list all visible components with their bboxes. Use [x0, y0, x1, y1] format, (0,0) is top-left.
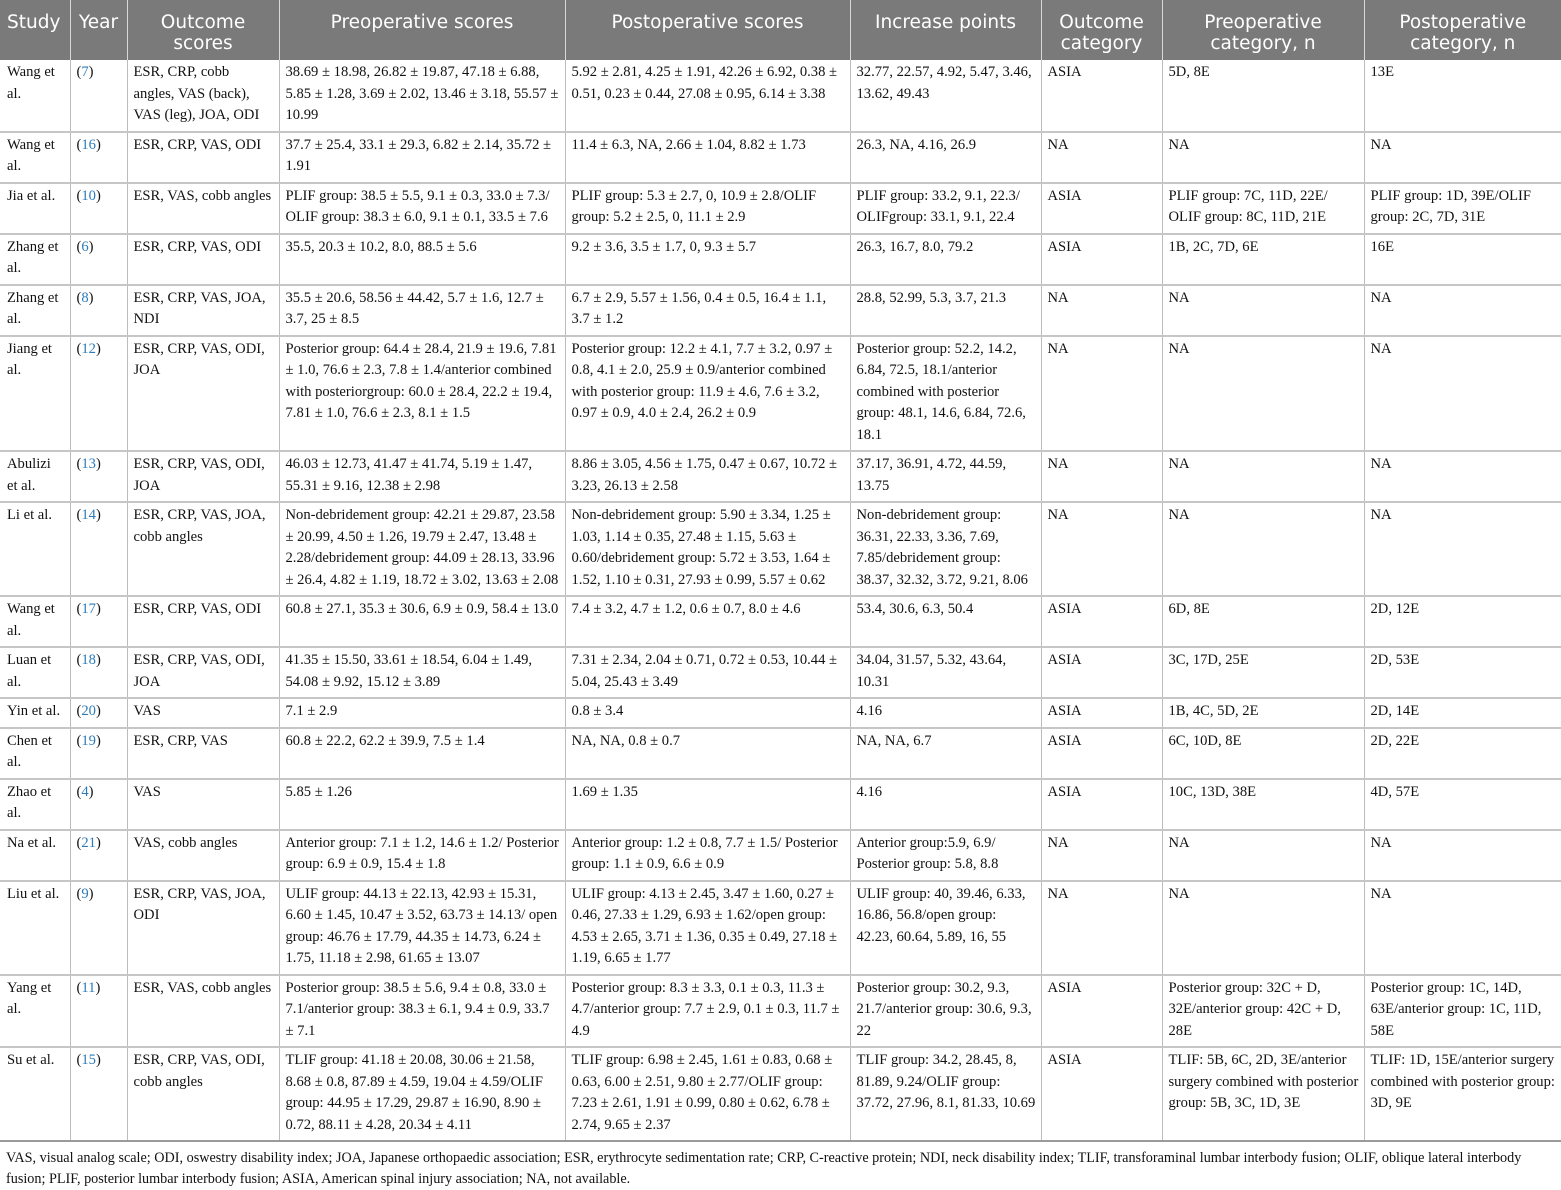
cell-preoperative-scores: 5.85 ± 1.26: [279, 779, 565, 830]
cell-outcome-category: ASIA: [1041, 975, 1162, 1048]
reference-link[interactable]: ( 12 ): [77, 341, 101, 357]
cell-preoperative-category: NA: [1162, 132, 1364, 183]
col-header-preoperative-scores: Preoperative scores: [279, 0, 565, 60]
cell-increase-points: 53.4, 30.6, 6.3, 50.4: [850, 596, 1041, 647]
cell-year: [70, 285, 127, 336]
table-body: [0, 60, 1561, 1141]
cell-study: Zhao et al.: [0, 779, 70, 830]
cell-increase-points: NA, NA, 6.7: [850, 728, 1041, 779]
col-header-outcome-scores: Outcome scores: [127, 0, 279, 60]
cell-outcome-category: NA: [1041, 830, 1162, 881]
cell-preoperative-category: 6D, 8E: [1162, 596, 1364, 647]
cell-outcome-scores: VAS: [127, 698, 279, 728]
cell-year: [70, 698, 127, 728]
cell-preoperative-scores: 7.1 ± 2.9: [279, 698, 565, 728]
cell-year: [70, 183, 127, 234]
cell-outcome-category: NA: [1041, 881, 1162, 975]
cell-preoperative-scores: 35.5, 20.3 ± 10.2, 8.0, 88.5 ± 5.6: [279, 234, 565, 285]
cell-preoperative-category: 1B, 2C, 7D, 6E: [1162, 234, 1364, 285]
col-header-study: Study: [0, 0, 70, 60]
cell-outcome-category: ASIA: [1041, 779, 1162, 830]
reference-link[interactable]: ( 9 ): [77, 886, 94, 902]
col-header-postoperative-scores: Postoperative scores: [565, 0, 850, 60]
cell-increase-points: 34.04, 31.57, 5.32, 43.64, 10.31: [850, 647, 1041, 698]
cell-increase-points: 4.16: [850, 698, 1041, 728]
cell-year: [70, 596, 127, 647]
cell-preoperative-scores: Posterior group: 64.4 ± 28.4, 21.9 ± 19.6, 7.81 ± 1.0, 76.6 ± 2.3, 7.8 ± 1.4/anterior combined with posteriorgroup: 60.0 ± 28.4, 22.2 ± 19.4, 7.81 ± 1.0, 76.6 ± 2.3, 8.1 ± 1.5: [279, 336, 565, 452]
cell-year: [70, 779, 127, 830]
cell-preoperative-category: 5D, 8E: [1162, 60, 1364, 132]
cell-outcome-scores: ESR, CRP, VAS, ODI, JOA: [127, 647, 279, 698]
cell-postoperative-category: 16E: [1364, 234, 1561, 285]
reference-link[interactable]: ( 10 ): [77, 188, 101, 204]
table-row: [0, 234, 1561, 285]
cell-preoperative-category: 10C, 13D, 38E: [1162, 779, 1364, 830]
cell-year: [70, 830, 127, 881]
cell-preoperative-category: NA: [1162, 830, 1364, 881]
cell-postoperative-category: 13E: [1364, 60, 1561, 132]
cell-preoperative-scores: Posterior group: 38.5 ± 5.6, 9.4 ± 0.8, 33.0 ± 7.1/anterior group: 38.3 ± 6.1, 9.4 ± 0.9, 33.7 ± 7.1: [279, 975, 565, 1048]
table-row: [0, 596, 1561, 647]
cell-postoperative-scores: Non-debridement group: 5.90 ± 3.34, 1.25 ± 1.03, 1.14 ± 0.35, 27.48 ± 1.15, 5.63 ± 0.60/debridement group: 5.72 ± 3.53, 1.64 ± 1.52, 1.10 ± 0.31, 27.93 ± 0.99, 5.57 ± 0.62: [565, 502, 850, 596]
cell-postoperative-scores: Posterior group: 8.3 ± 3.3, 0.1 ± 0.3, 11.3 ± 4.7/anterior group: 7.7 ± 2.9, 0.1 ± 0.3, 11.7 ± 4.9: [565, 975, 850, 1048]
table-row: [0, 336, 1561, 452]
cell-increase-points: Non-debridement group: 36.31, 22.33, 3.36, 7.69, 7.85/debridement group: 38.37, 32.32, 3.72, 9.21, 8.06: [850, 502, 1041, 596]
table-row: [0, 451, 1561, 502]
cell-preoperative-category: NA: [1162, 336, 1364, 452]
cell-outcome-scores: ESR, VAS, cobb angles: [127, 975, 279, 1048]
cell-study: Abulizi et al.: [0, 451, 70, 502]
cell-study: Li et al.: [0, 502, 70, 596]
col-header-postoperative-category: Postoperative category, n: [1364, 0, 1561, 60]
cell-year: [70, 336, 127, 452]
cell-postoperative-category: Posterior group: 1C, 14D, 63E/anterior group: 1C, 11D, 58E: [1364, 975, 1561, 1048]
cell-outcome-category: NA: [1041, 285, 1162, 336]
reference-link[interactable]: ( 18 ): [77, 652, 101, 668]
cell-outcome-scores: ESR, CRP, VAS, ODI, JOA: [127, 336, 279, 452]
table-row: [0, 502, 1561, 596]
cell-study: Wang et al.: [0, 132, 70, 183]
cell-increase-points: PLIF group: 33.2, 9.1, 22.3/ OLIFgroup: 33.1, 9.1, 22.4: [850, 183, 1041, 234]
cell-postoperative-scores: NA, NA, 0.8 ± 0.7: [565, 728, 850, 779]
table-row: [0, 183, 1561, 234]
cell-postoperative-category: NA: [1364, 881, 1561, 975]
cell-study: Zhang et al.: [0, 234, 70, 285]
cell-increase-points: 26.3, 16.7, 8.0, 79.2: [850, 234, 1041, 285]
table-row: [0, 881, 1561, 975]
cell-year: [70, 451, 127, 502]
cell-postoperative-category: 4D, 57E: [1364, 779, 1561, 830]
cell-outcome-category: NA: [1041, 336, 1162, 452]
cell-postoperative-category: NA: [1364, 285, 1561, 336]
table-row: [0, 285, 1561, 336]
cell-increase-points: Anterior group:5.9, 6.9/ Posterior group: 5.8, 8.8: [850, 830, 1041, 881]
table-row: [0, 647, 1561, 698]
cell-year: [70, 502, 127, 596]
cell-outcome-scores: ESR, CRP, VAS, ODI: [127, 596, 279, 647]
table-row: [0, 830, 1561, 881]
cell-preoperative-scores: 37.7 ± 25.4, 33.1 ± 29.3, 6.82 ± 2.14, 35.72 ± 1.91: [279, 132, 565, 183]
cell-postoperative-scores: 6.7 ± 2.9, 5.57 ± 1.56, 0.4 ± 0.5, 16.4 ± 1.1, 3.7 ± 1.2: [565, 285, 850, 336]
cell-preoperative-category: TLIF: 5B, 6C, 2D, 3E/anterior surgery combined with posterior group: 5B, 3C, 1D, 3E: [1162, 1047, 1364, 1141]
cell-outcome-scores: VAS: [127, 779, 279, 830]
table-row: [0, 779, 1561, 830]
cell-outcome-category: ASIA: [1041, 183, 1162, 234]
cell-study: Yin et al.: [0, 698, 70, 728]
table-row: [0, 975, 1561, 1048]
cell-outcome-category: ASIA: [1041, 234, 1162, 285]
cell-postoperative-scores: 8.86 ± 3.05, 4.56 ± 1.75, 0.47 ± 0.67, 10.72 ± 3.23, 26.13 ± 2.58: [565, 451, 850, 502]
cell-outcome-category: ASIA: [1041, 60, 1162, 132]
cell-increase-points: TLIF group: 34.2, 28.45, 8, 81.89, 9.24/OLIF group: 37.72, 27.96, 8.1, 81.33, 10.69: [850, 1047, 1041, 1141]
cell-preoperative-scores: 60.8 ± 22.2, 62.2 ± 39.9, 7.5 ± 1.4: [279, 728, 565, 779]
reference-link[interactable]: ( 4 ): [77, 784, 94, 800]
cell-outcome-scores: ESR, CRP, VAS, ODI: [127, 234, 279, 285]
cell-preoperative-scores: 60.8 ± 27.1, 35.3 ± 30.6, 6.9 ± 0.9, 58.4 ± 13.0: [279, 596, 565, 647]
cell-study: Jia et al.: [0, 183, 70, 234]
cell-preoperative-scores: 35.5 ± 20.6, 58.56 ± 44.42, 5.7 ± 1.6, 12.7 ± 3.7, 25 ± 8.5: [279, 285, 565, 336]
reference-link[interactable]: ( 6 ): [77, 239, 94, 255]
cell-postoperative-scores: 5.92 ± 2.81, 4.25 ± 1.91, 42.26 ± 6.92, 0.38 ± 0.51, 0.23 ± 0.44, 27.08 ± 0.95, 6.14 ± 3.38: [565, 60, 850, 132]
cell-postoperative-scores: 11.4 ± 6.3, NA, 2.66 ± 1.04, 8.82 ± 1.73: [565, 132, 850, 183]
cell-outcome-category: NA: [1041, 132, 1162, 183]
cell-year: [70, 132, 127, 183]
cell-preoperative-scores: Non-debridement group: 42.21 ± 29.87, 23.58 ± 20.99, 4.50 ± 1.26, 19.79 ± 2.47, 13.48 ± 2.28/debridement group: 44.09 ± 28.13, 33.96 ± 26.4, 4.82 ± 1.19, 18.72 ± 3.02, 13.63 ± 2.08: [279, 502, 565, 596]
cell-outcome-scores: ESR, CRP, VAS, ODI, cobb angles: [127, 1047, 279, 1141]
table-footnote: VAS, visual analog scale; ODI, oswestry disability index; JOA, Japanese orthopaedic association; ESR, erythrocyte sedimentation rate; CRP, C-reactive protein; NDI, neck disability index; TLIF, transforaminal lumbar interbody fusion; OLIF, oblique lateral interbody fusion; PLIF, posterior lumbar interbody fusion; ASIA, American spinal injury association; NA, not available.: [6, 1150, 1522, 1187]
cell-study: Jiang et al.: [0, 336, 70, 452]
reference-link[interactable]: ( 7 ): [77, 64, 94, 80]
cell-postoperative-category: NA: [1364, 336, 1561, 452]
cell-preoperative-category: NA: [1162, 285, 1364, 336]
cell-preoperative-category: NA: [1162, 451, 1364, 502]
reference-link[interactable]: ( 17 ): [77, 601, 101, 617]
cell-postoperative-scores: 7.4 ± 3.2, 4.7 ± 1.2, 0.6 ± 0.7, 8.0 ± 4.6: [565, 596, 850, 647]
cell-outcome-scores: ESR, CRP, VAS, ODI, JOA: [127, 451, 279, 502]
cell-postoperative-category: 2D, 12E: [1364, 596, 1561, 647]
cell-preoperative-scores: PLIF group: 38.5 ± 5.5, 9.1 ± 0.3, 33.0 ± 7.3/ OLIF group: 38.3 ± 6.0, 9.1 ± 0.1, 33.5 ± 7.6: [279, 183, 565, 234]
cell-outcome-category: ASIA: [1041, 596, 1162, 647]
cell-study: Chen et al.: [0, 728, 70, 779]
cell-study: Su et al.: [0, 1047, 70, 1141]
cell-postoperative-category: 2D, 53E: [1364, 647, 1561, 698]
cell-postoperative-scores: 9.2 ± 3.6, 3.5 ± 1.7, 0, 9.3 ± 5.7: [565, 234, 850, 285]
col-header-preoperative-category: Preoperative category, n: [1162, 0, 1364, 60]
cell-outcome-category: ASIA: [1041, 647, 1162, 698]
reference-link[interactable]: ( 15 ): [77, 1052, 101, 1068]
cell-preoperative-category: 6C, 10D, 8E: [1162, 728, 1364, 779]
cell-outcome-scores: ESR, CRP, VAS, JOA, cobb angles: [127, 502, 279, 596]
cell-year: [70, 1047, 127, 1141]
cell-increase-points: 37.17, 36.91, 4.72, 44.59, 13.75: [850, 451, 1041, 502]
cell-year: [70, 234, 127, 285]
cell-outcome-category: NA: [1041, 502, 1162, 596]
col-header-year: Year: [70, 0, 127, 60]
cell-outcome-category: NA: [1041, 451, 1162, 502]
col-header-increase-points: Increase points: [850, 0, 1041, 60]
cell-preoperative-category: NA: [1162, 502, 1364, 596]
cell-outcome-category: ASIA: [1041, 698, 1162, 728]
cell-postoperative-scores: ULIF group: 4.13 ± 2.45, 3.47 ± 1.60, 0.27 ± 0.46, 27.33 ± 1.29, 6.93 ± 1.62/open group: 4.53 ± 2.65, 3.71 ± 1.36, 0.35 ± 0.49, 27.18 ± 1.19, 6.65 ± 1.77: [565, 881, 850, 975]
table-row: [0, 728, 1561, 779]
cell-outcome-category: ASIA: [1041, 728, 1162, 779]
cell-outcome-scores: ESR, CRP, cobb angles, VAS (back), VAS (leg), JOA, ODI: [127, 60, 279, 132]
cell-preoperative-scores: 46.03 ± 12.73, 41.47 ± 41.74, 5.19 ± 1.47, 55.31 ± 9.16, 12.38 ± 2.98: [279, 451, 565, 502]
cell-preoperative-category: Posterior group: 32C + D, 32E/anterior group: 42C + D, 28E: [1162, 975, 1364, 1048]
table-header-row: [0, 0, 1561, 60]
cell-study: Wang et al.: [0, 60, 70, 132]
table-row: [0, 60, 1561, 132]
cell-year: [70, 975, 127, 1048]
reference-link[interactable]: ( 21 ): [77, 835, 101, 851]
cell-year: [70, 881, 127, 975]
cell-outcome-scores: ESR, CRP, VAS: [127, 728, 279, 779]
cell-postoperative-category: PLIF group: 1D, 39E/OLIF group: 2C, 7D, 31E: [1364, 183, 1561, 234]
cell-outcome-category: ASIA: [1041, 1047, 1162, 1141]
reference-link[interactable]: ( 14 ): [77, 507, 101, 523]
cell-preoperative-scores: TLIF group: 41.18 ± 20.08, 30.06 ± 21.58, 8.68 ± 0.8, 87.89 ± 4.59, 19.04 ± 4.59/OLIF group: 44.95 ± 17.29, 29.87 ± 16.90, 8.90 ± 0.72, 88.11 ± 4.28, 20.34 ± 4.11: [279, 1047, 565, 1141]
cell-preoperative-scores: 38.69 ± 18.98, 26.82 ± 19.87, 47.18 ± 6.88, 5.85 ± 1.28, 3.69 ± 2.02, 13.46 ± 3.18, 55.57 ± 10.99: [279, 60, 565, 132]
cell-outcome-scores: ESR, CRP, VAS, JOA, ODI: [127, 881, 279, 975]
cell-year: [70, 60, 127, 132]
cell-study: Liu et al.: [0, 881, 70, 975]
cell-preoperative-scores: 41.35 ± 15.50, 33.61 ± 18.54, 6.04 ± 1.49, 54.08 ± 9.92, 15.12 ± 3.89: [279, 647, 565, 698]
cell-postoperative-scores: Posterior group: 12.2 ± 4.1, 7.7 ± 3.2, 0.97 ± 0.8, 4.1 ± 2.0, 25.9 ± 0.9/anterior combined with posterior group: 11.9 ± 4.6, 7.6 ± 3.2, 0.97 ± 0.9, 4.0 ± 2.4, 26.2 ± 0.9: [565, 336, 850, 452]
table-row: [0, 1047, 1561, 1141]
cell-increase-points: 28.8, 52.99, 5.3, 3.7, 21.3: [850, 285, 1041, 336]
reference-link[interactable]: ( 8 ): [77, 290, 94, 306]
reference-link[interactable]: ( 20 ): [77, 703, 101, 719]
col-header-outcome-category: Outcome category: [1041, 0, 1162, 60]
cell-postoperative-category: 2D, 14E: [1364, 698, 1561, 728]
reference-link[interactable]: ( 19 ): [77, 733, 101, 749]
cell-preoperative-category: PLIF group: 7C, 11D, 22E/ OLIF group: 8C, 11D, 21E: [1162, 183, 1364, 234]
cell-preoperative-scores: ULIF group: 44.13 ± 22.13, 42.93 ± 15.31, 6.60 ± 1.45, 10.47 ± 3.52, 63.73 ± 14.13/ open group: 46.76 ± 17.79, 44.35 ± 14.73, 6.24 ± 1.75, 11.18 ± 2.98, 61.65 ± 13.07: [279, 881, 565, 975]
cell-postoperative-category: NA: [1364, 132, 1561, 183]
cell-preoperative-category: 1B, 4C, 5D, 2E: [1162, 698, 1364, 728]
cell-postoperative-category: NA: [1364, 830, 1561, 881]
cell-increase-points: 32.77, 22.57, 4.92, 5.47, 3.46, 13.62, 49.43: [850, 60, 1041, 132]
cell-study: Yang et al.: [0, 975, 70, 1048]
cell-postoperative-category: NA: [1364, 502, 1561, 596]
cell-postoperative-category: TLIF: 1D, 15E/anterior surgery combined with posterior group: 3D, 9E: [1364, 1047, 1561, 1141]
cell-outcome-scores: ESR, CRP, VAS, JOA, NDI: [127, 285, 279, 336]
reference-link[interactable]: ( 16 ): [77, 137, 101, 153]
cell-year: [70, 728, 127, 779]
cell-postoperative-scores: 1.69 ± 1.35: [565, 779, 850, 830]
cell-outcome-scores: VAS, cobb angles: [127, 830, 279, 881]
cell-postoperative-scores: 7.31 ± 2.34, 2.04 ± 0.71, 0.72 ± 0.53, 10.44 ± 5.04, 25.43 ± 3.49: [565, 647, 850, 698]
cell-study: Zhang et al.: [0, 285, 70, 336]
cell-postoperative-scores: PLIF group: 5.3 ± 2.7, 0, 10.9 ± 2.8/OLIF group: 5.2 ± 2.5, 0, 11.1 ± 2.9: [565, 183, 850, 234]
cell-study: Na et al.: [0, 830, 70, 881]
cell-year: [70, 647, 127, 698]
cell-postoperative-scores: Anterior group: 1.2 ± 0.8, 7.7 ± 1.5/ Posterior group: 1.1 ± 0.9, 6.6 ± 0.9: [565, 830, 850, 881]
cell-study: Luan et al.: [0, 647, 70, 698]
cell-preoperative-category: NA: [1162, 881, 1364, 975]
cell-increase-points: 4.16: [850, 779, 1041, 830]
cell-postoperative-category: 2D, 22E: [1364, 728, 1561, 779]
cell-increase-points: ULIF group: 40, 39.46, 6.33, 16.86, 56.8/open group: 42.23, 60.64, 5.89, 16, 55: [850, 881, 1041, 975]
cell-outcome-scores: ESR, CRP, VAS, ODI: [127, 132, 279, 183]
cell-postoperative-category: NA: [1364, 451, 1561, 502]
cell-increase-points: 26.3, NA, 4.16, 26.9: [850, 132, 1041, 183]
cell-increase-points: Posterior group: 30.2, 9.3, 21.7/anterior group: 30.6, 9.3, 22: [850, 975, 1041, 1048]
cell-postoperative-scores: 0.8 ± 3.4: [565, 698, 850, 728]
reference-link[interactable]: ( 13 ): [77, 456, 101, 472]
cell-increase-points: Posterior group: 52.2, 14.2, 6.84, 72.5, 18.1/anterior combined with posterior group: 48.1, 14.6, 6.84, 72.6, 18.1: [850, 336, 1041, 452]
table-row: [0, 132, 1561, 183]
reference-link[interactable]: ( 11 ): [77, 980, 101, 996]
cell-preoperative-category: 3C, 17D, 25E: [1162, 647, 1364, 698]
table-row: [0, 698, 1561, 728]
cell-postoperative-scores: TLIF group: 6.98 ± 2.45, 1.61 ± 0.83, 0.68 ± 0.63, 6.00 ± 2.51, 9.80 ± 2.77/OLIF group: 7.23 ± 2.61, 1.91 ± 0.99, 0.80 ± 0.62, 6.78 ± 2.74, 9.65 ± 2.37: [565, 1047, 850, 1141]
cell-preoperative-scores: Anterior group: 7.1 ± 1.2, 14.6 ± 1.2/ Posterior group: 6.9 ± 0.9, 15.4 ± 1.8: [279, 830, 565, 881]
cell-outcome-scores: ESR, VAS, cobb angles: [127, 183, 279, 234]
cell-study: Wang et al.: [0, 596, 70, 647]
